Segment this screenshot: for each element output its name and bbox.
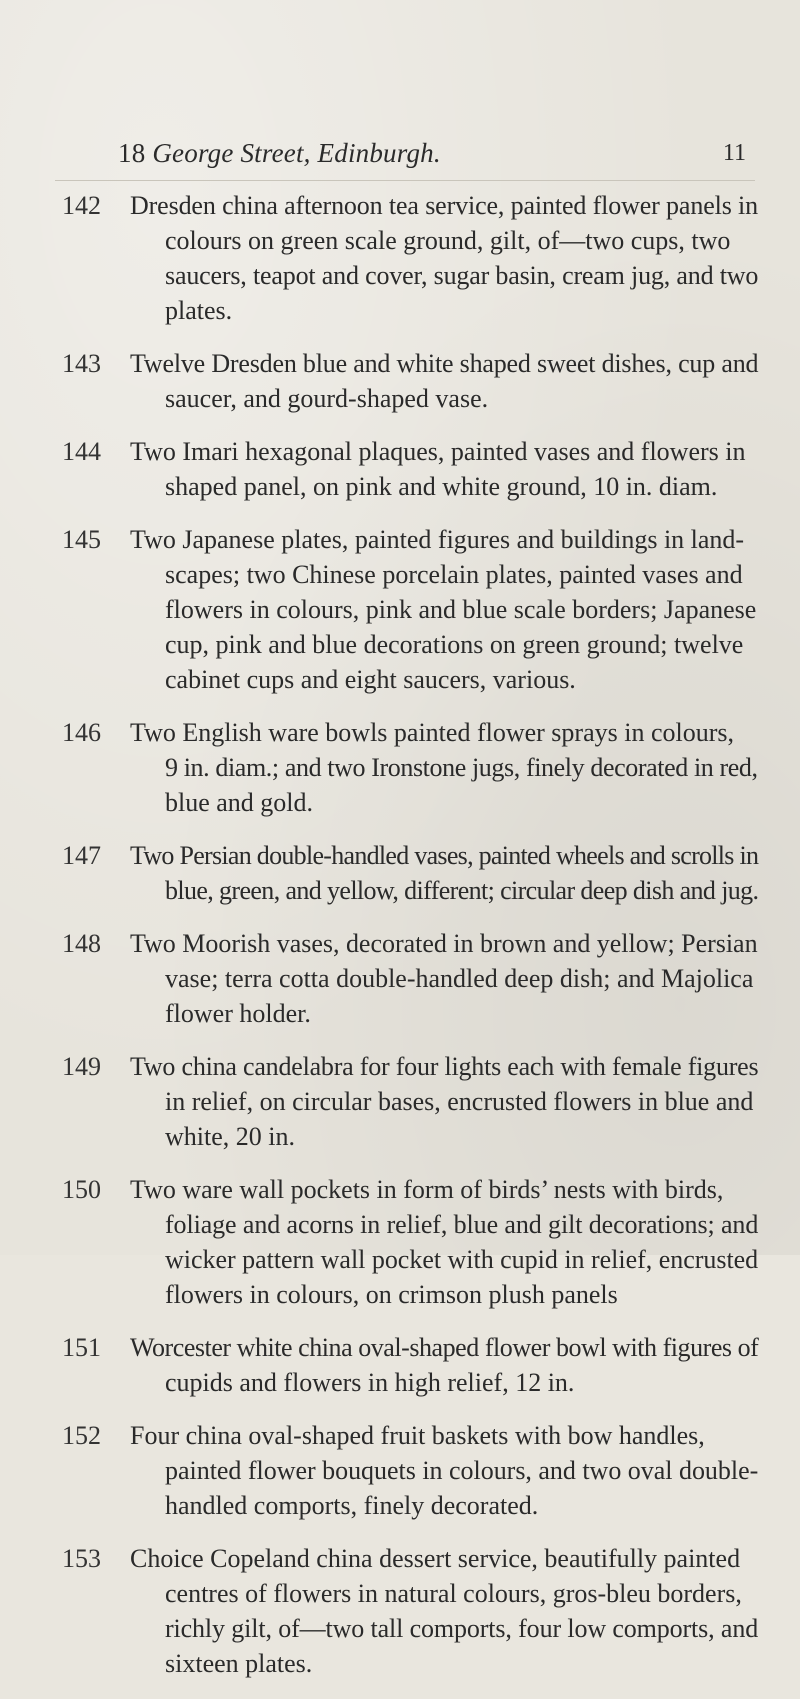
lot-number: 145 [62, 525, 101, 554]
description-line: saucers, teapot and cover, sugar basin, cream jug, and two [165, 261, 759, 290]
description-line: Two Imari hexagonal plaques, painted vases and flowers in [130, 437, 746, 466]
description-line: handled comports, finely decorated. [165, 1491, 539, 1520]
description-line: flowers in colours, pink and blue scale borders; Japanese [165, 595, 757, 624]
lot-entry [0, 1418, 800, 1523]
lot-description [130, 1330, 758, 1400]
description-line: in relief, on circular bases, encrusted flowers in blue and [165, 1087, 754, 1116]
lot-entry [0, 522, 800, 697]
description-line: Four china oval-shaped fruit baskets with bow handles, [130, 1421, 705, 1450]
description-line: vase; terra cotta double-handled deep dish; and Majolica [165, 964, 754, 993]
lot-entry [0, 715, 800, 820]
description-line: Two ware wall pockets in form of birds’ nests with birds, [130, 1175, 724, 1204]
description-line: foliage and acorns in relief, blue and gilt decorations; and [165, 1210, 759, 1239]
description-line: Twelve Dresden blue and white shaped sweet dishes, cup and [130, 349, 759, 378]
description-line: painted flower bouquets in colours, and two oval double- [165, 1456, 759, 1485]
lot-description [130, 1541, 758, 1681]
description-line: white, 20 in. [165, 1122, 295, 1151]
lot-entry [0, 434, 800, 504]
header-rule [55, 180, 755, 181]
lot-description [130, 434, 758, 504]
lot-number: 142 [62, 191, 101, 220]
lot-number: 148 [62, 929, 101, 958]
lot-entry [0, 838, 800, 908]
page-header [0, 138, 800, 178]
lot-description [130, 1049, 758, 1154]
description-line: cabinet cups and eight saucers, various. [165, 665, 576, 694]
description-line: blue and gold. [165, 788, 314, 817]
description-line: sixteen plates. [165, 1649, 313, 1678]
description-line: Worcester white china oval-shaped flower bowl with figures of [130, 1333, 759, 1362]
lot-number: 149 [62, 1052, 101, 1081]
lot-number: 147 [62, 841, 101, 870]
description-line: wicker pattern wall pocket with cupid in relief, encrusted [165, 1245, 759, 1274]
lot-number: 150 [62, 1175, 101, 1204]
description-line: Two china candelabra for four lights each with female figures [130, 1052, 759, 1081]
lot-number: 153 [62, 1544, 101, 1573]
description-line: centres of flowers in natural colours, gros-bleu borders, [165, 1579, 742, 1608]
lot-number: 144 [62, 437, 101, 466]
description-line: blue, green, and yellow, different; circular deep dish and jug. [165, 876, 759, 905]
header-number: 18 [118, 138, 146, 168]
description-line: 9 in. diam.; and two Ironstone jugs, finely decorated in red, [165, 753, 758, 782]
lot-entry [0, 346, 800, 416]
lot-description [130, 1418, 758, 1523]
page-number: 11 [722, 140, 746, 166]
description-line: plates. [165, 296, 233, 325]
lot-description [130, 188, 758, 328]
lot-description [130, 522, 758, 697]
description-line: cupids and flowers in high relief, 12 in. [165, 1368, 575, 1397]
lot-entry [0, 926, 800, 1031]
lot-description [130, 1172, 758, 1312]
description-line: Two Japanese plates, painted figures and buildings in land- [130, 525, 745, 554]
lot-description [130, 926, 758, 1031]
lot-description [130, 715, 758, 820]
description-line: flowers in colours, on crimson plush panels [165, 1280, 618, 1309]
lot-description [130, 838, 758, 908]
lot-list [0, 188, 800, 1699]
description-line: colours on green scale ground, gilt, of—two cups, two [165, 226, 731, 255]
description-line: Two Persian double-handled vases, painted wheels and scrolls in [130, 841, 759, 870]
lot-number: 143 [62, 349, 101, 378]
description-line: flower holder. [165, 999, 311, 1028]
lot-entry [0, 1541, 800, 1681]
description-line: cup, pink and blue decorations on green ground; twelve [165, 630, 744, 659]
description-line: shaped panel, on pink and white ground, 10 in. diam. [165, 472, 718, 501]
lot-number: 152 [62, 1421, 101, 1450]
description-line: Choice Copeland china dessert service, beautifully painted [130, 1544, 741, 1573]
description-line: Two English ware bowls painted flower sprays in colours, [130, 718, 735, 747]
lot-entry [0, 1172, 800, 1312]
lot-entry [0, 1330, 800, 1400]
lot-description [130, 346, 758, 416]
description-line: Two Moorish vases, decorated in brown and yellow; Persian [130, 929, 758, 958]
running-head [118, 138, 441, 169]
description-line: richly gilt, of—two tall comports, four low comports, and [165, 1614, 759, 1643]
lot-number: 146 [62, 718, 101, 747]
description-line: saucer, and gourd-shaped vase. [165, 384, 489, 413]
description-line: scapes; two Chinese porcelain plates, painted vases and [165, 560, 743, 589]
header-title: George Street, Edinburgh. [152, 138, 441, 168]
lot-number: 151 [62, 1333, 101, 1362]
lot-entry [0, 188, 800, 328]
lot-entry [0, 1049, 800, 1154]
description-line: Dresden china afternoon tea service, painted flower panels in [130, 191, 759, 220]
